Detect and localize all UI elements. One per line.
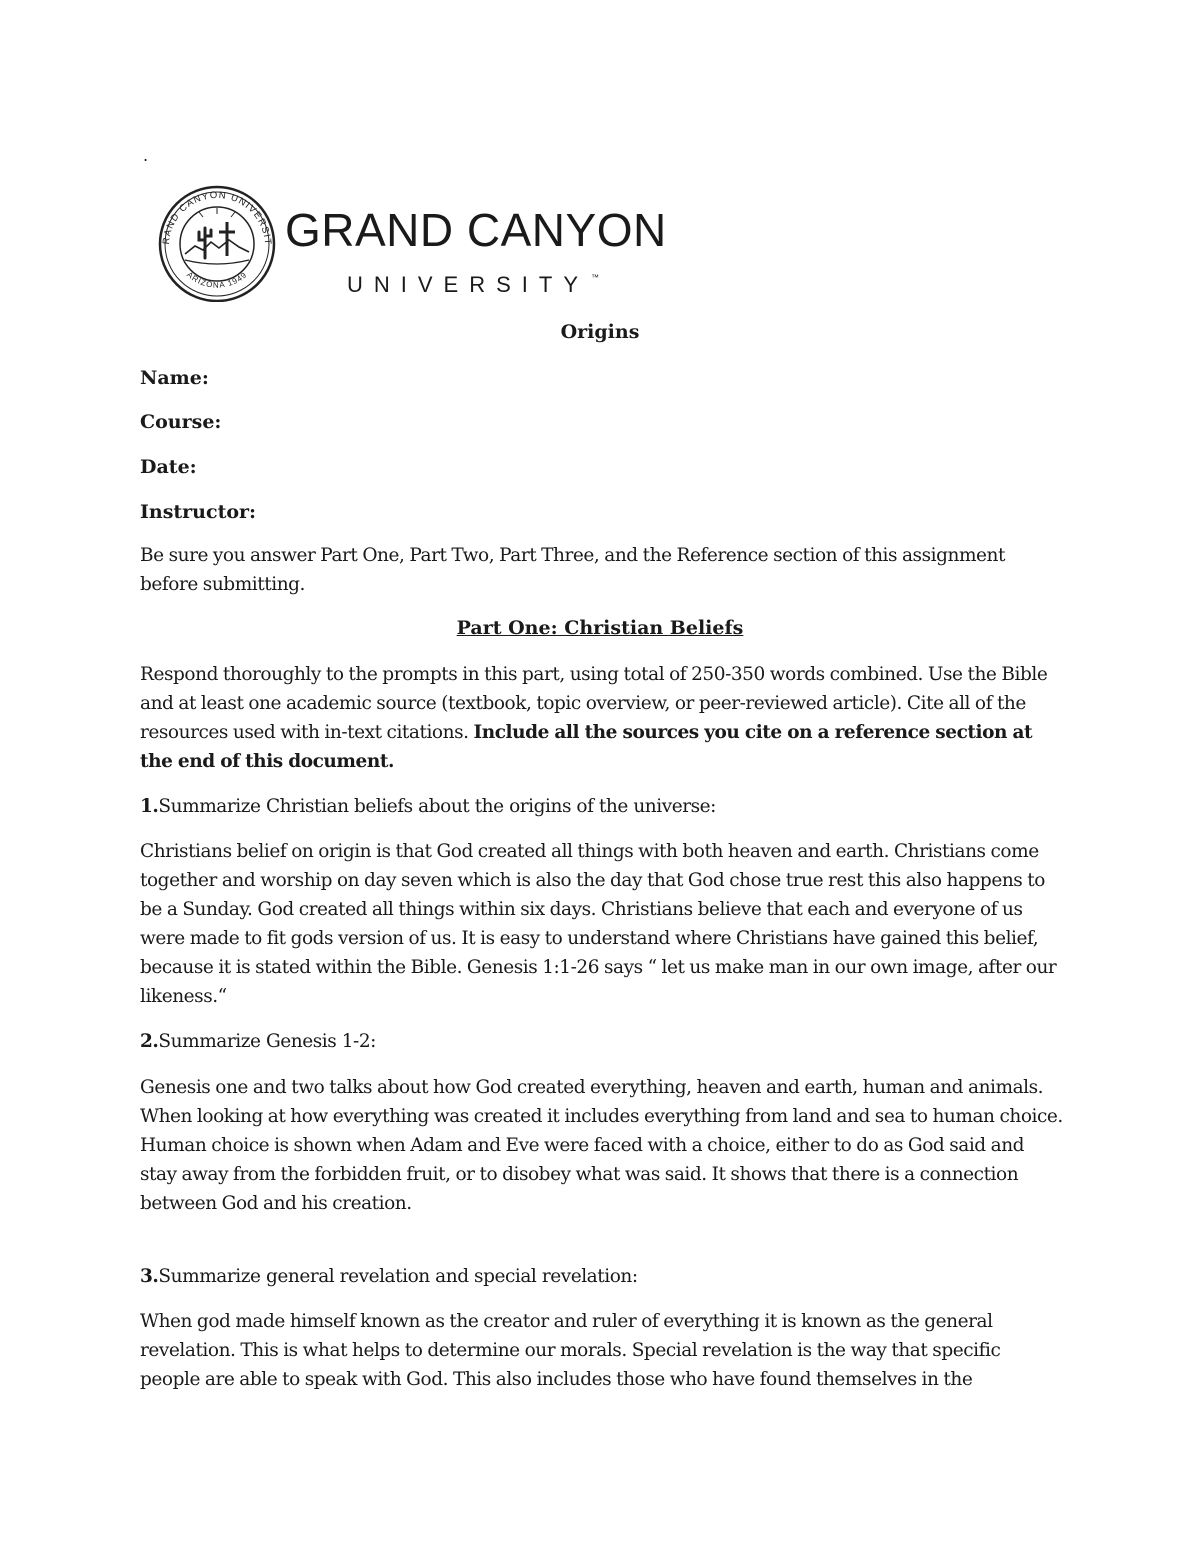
question-1-answer: Christians belief on origin is that God created all things with both heaven and earth. Christians come together and worship on day seven which is also the day that God chose true rest this also happens to be a Sunday. God created all things within six days. Christians believe that each and everyone of us were made to fit gods version of us. It is easy to understand where Christians have gained this belief, because it is stated within the Bible. Genesis 1:1-26 says “ let us make man in our own image, after our likeness.“ (140, 841, 1057, 1007)
name-field-label: Name: (140, 367, 209, 389)
question-3-answer: When god made himself known as the creator and ruler of everything it is known as the general revelation. This is what helps to determine our morals. Special revelation is the way that specific people are able to speak with God. This also includes those who have found themselves in the (140, 1311, 1001, 1390)
svg-text:ARIZONA 1949: ARIZONA 1949 (185, 270, 249, 290)
instructions-paragraph: Be sure you answer Part One, Part Two, Part Three, and the Reference section of this assignment before submitting. (140, 545, 1006, 595)
university-logo (155, 184, 675, 302)
date-field-label: Date: (140, 456, 197, 478)
question-3-number: 3. (140, 1266, 159, 1287)
question-2-text: Summarize Genesis 1-2: (158, 1031, 376, 1052)
document-title: Origins (560, 321, 640, 343)
part-one-intro-bold: Include all the sources you cite on a reference section at the end of this document. (140, 722, 1033, 772)
question-3-prompt (140, 1265, 638, 1289)
question-3-text: Summarize general revelation and special revelation: (158, 1266, 638, 1287)
trademark-mark: ™ (591, 273, 599, 282)
question-1-text: Summarize Christian beliefs about the origins of the universe: (158, 796, 716, 817)
university-seal-icon (155, 184, 274, 301)
question-1-number: 1. (140, 796, 159, 817)
part-one-heading: Part One: Christian Beliefs (456, 617, 744, 639)
logo-subwordmark: UNIVERSITY (347, 272, 590, 297)
header-mark: . (143, 146, 149, 165)
svg-text:GRAND CANYON UNIVERSITY: RAND CANYON UNIVERSIT (160, 189, 274, 246)
course-field-label: Course: (140, 411, 222, 433)
question-2-answer: Genesis one and two talks about how God created everything, heaven and earth, human and animals. When looking at how everything was created it includes everything from land and sea to human choice. Human choice is shown when Adam and Eve were faced with a choice, either to do as God said and stay away from the forbidden fruit, or to disobey what was said. It shows that there is a connection between God and his creation. (140, 1077, 1063, 1214)
question-1-prompt (140, 795, 716, 819)
part-one-intro (140, 660, 1065, 776)
part-one-intro-text: Respond thoroughly to the prompts in this part, using total of 250-350 words combined. Use the Bible and at least one academic source (textbook, topic overview, or peer-reviewed article). Cite all of the resources used with in-text citations. (140, 664, 1048, 743)
logo-wordmark: GRAND CANYON (285, 204, 667, 256)
instructor-field-label: Instructor: (140, 501, 257, 523)
question-2-prompt (140, 1030, 376, 1054)
question-2-number: 2. (140, 1031, 159, 1052)
